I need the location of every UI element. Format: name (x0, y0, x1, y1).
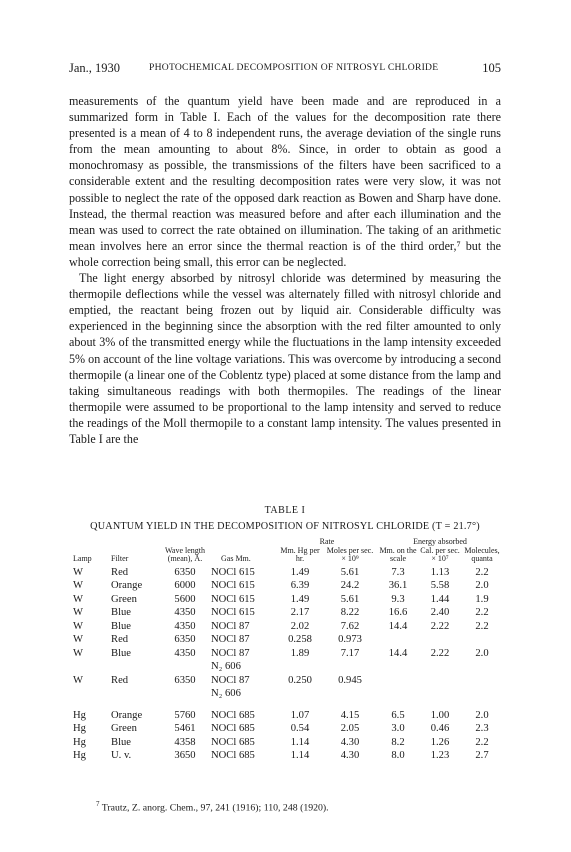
col-mm-scale: Mm. on the scale (379, 545, 417, 564)
gas-secondary-value: N₂ 606 (211, 688, 241, 700)
table-row (69, 579, 503, 593)
quantum-yield-table (69, 538, 503, 763)
moles-cell: 4.30 (340, 736, 360, 748)
mmhg-cell: 1.14 (290, 736, 310, 748)
lamp-cell: Hg (73, 750, 86, 762)
moles-cell: 0.973 (338, 634, 362, 646)
mmhg-cell: 0.54 (290, 723, 310, 735)
quanta-cell: 2.0 (475, 647, 489, 659)
table-row (69, 593, 503, 607)
energy-group-header: Energy absorbed (413, 537, 467, 546)
filter-cell: Green (111, 593, 137, 605)
cal-cell: 1.26 (430, 736, 450, 748)
gas-cell (207, 620, 277, 634)
table-row (69, 722, 503, 736)
gas-value: NOCl 615 (211, 580, 255, 592)
table-row (69, 633, 503, 647)
mmhg-cell: 1.49 (290, 566, 310, 578)
wavelength-cell: 6350 (174, 674, 196, 686)
cal-cell: 2.40 (430, 607, 450, 619)
wavelength-cell: 6000 (174, 580, 196, 592)
filter-cell: Blue (111, 620, 132, 632)
wavelength-cell: 5461 (174, 723, 196, 735)
table-row (69, 620, 503, 634)
lamp-cell: W (73, 620, 83, 632)
lamp-cell: Hg (73, 736, 86, 748)
cal-cell: 1.13 (430, 566, 450, 578)
scale-cell: 6.5 (391, 709, 405, 721)
quanta-cell (461, 633, 503, 647)
moles-cell: 8.22 (340, 607, 360, 619)
mmhg-cell: 0.258 (288, 634, 312, 646)
gas-cell (207, 606, 277, 620)
cal-cell: 1.00 (430, 709, 450, 721)
scale-cell: 8.2 (391, 736, 405, 748)
moles-cell: 2.05 (340, 723, 360, 735)
gas-cell (207, 674, 277, 701)
gas-cell (207, 579, 277, 593)
gas-value: NOCl 685 (211, 723, 255, 735)
running-title: PHOTOCHEMICAL DECOMPOSITION OF NITROSYL CHLORIDE (149, 62, 439, 73)
footnote (96, 800, 329, 813)
quanta-cell: 2.2 (475, 607, 489, 619)
wavelength-cell: 6350 (174, 634, 196, 646)
mmhg-cell: 6.39 (290, 580, 310, 592)
page-header (69, 61, 501, 79)
moles-cell: 7.17 (340, 647, 360, 659)
gas-value: NOCl 685 (211, 736, 255, 748)
col-mmhg: Mm. Hg per hr. (280, 545, 320, 564)
page-number: 105 (482, 61, 501, 75)
table-row (69, 606, 503, 620)
moles-cell: 5.61 (340, 566, 360, 578)
table-row (69, 674, 503, 701)
rate-group-header: Rate (319, 537, 335, 546)
paragraph-2: The light energy absorbed by nitrosyl chloride was determined by measuring the thermopile deflections while the vessel was alternately filled with nitrosyl chloride and emptied, the reactant being frozen out by liquid air. Considerable difficulty was experienced in the beginning since the absorption with the red filter amounted to only about 3% of the transmitted energy while the fluctuations in the lamp intensity exceeded 5% on account of the line voltage variations. This was overcome by introducing a second thermopile (a linear one of the Coblentz type) placed at some distance from the lamp and taking simultaneous readings with both thermopiles. The readings of the linear thermopile were assumed to be proportional to the lamp intensity and served to reduce the readings of the Moll thermopile to a constant lamp intensity. The values presented in Table I are the (69, 271, 502, 446)
wavelength-cell: 4358 (174, 736, 196, 748)
filter-cell: U. v. (111, 750, 132, 762)
wavelength-cell: 4350 (174, 607, 196, 619)
col-wavelength: Wave length (mean), Å. (164, 545, 205, 564)
col-moles: Moles per sec. × 10⁹ (326, 545, 374, 564)
filter-cell: Green (111, 723, 137, 735)
wavelength-cell: 5600 (174, 593, 196, 605)
filter-cell: Red (111, 566, 129, 578)
cal-cell (419, 633, 461, 647)
scale-cell (377, 633, 419, 647)
scale-cell: 36.1 (388, 580, 408, 592)
moles-cell: 4.30 (340, 750, 360, 762)
gas-value: NOCl 615 (211, 566, 255, 578)
body-text (69, 93, 501, 447)
wavelength-cell: 4350 (174, 647, 196, 659)
gas-value: NOCl 615 (211, 607, 255, 619)
quanta-cell: 2.2 (475, 620, 489, 632)
paragraph-1: measurements of the quantum yield have been made and are reproduced in a summarized form in Table I. Each of the values for the decomposition rate there presented is a mean of 4 to 8 independent runs, the average deviation of the single runs from the mean amounting to about 8%. Since, in order to obtain as good a monochromasy as possible, the transmissions of the filters have been sacrificed to a considerable extent and the resulting decomposition rates were very slow, it was not possible to neglect the rate of the opposed dark reaction as Bowen and Sharp have done. Instead, the thermal reaction was measured before and after each illumination and the mean was used to correct the rate obtained on illumination. The taking of an arithmetic mean involves here an error since the thermal reaction is of the third order,⁷ but the whole correction being small, this error can be neglected. (69, 94, 501, 269)
gas-value: NOCl 685 (211, 709, 255, 721)
lamp-cell: Hg (73, 709, 86, 721)
gas-cell (207, 566, 277, 580)
filter-cell: Orange (111, 580, 143, 592)
gas-secondary-value: N₂ 606 (211, 661, 241, 673)
lamp-cell: Hg (73, 723, 86, 735)
table-row (69, 736, 503, 750)
cal-cell: 5.58 (430, 580, 450, 592)
gas-cell (207, 633, 277, 647)
lamp-cell: W (73, 593, 83, 605)
table-row (69, 566, 503, 580)
wavelength-cell: 5760 (174, 709, 196, 721)
filter-cell: Blue (111, 736, 132, 748)
gas-cell (207, 593, 277, 607)
mmhg-cell: 0.250 (288, 674, 312, 686)
mmhg-cell: 1.07 (290, 709, 310, 721)
table-title: TABLE I (264, 505, 306, 516)
scale-cell: 14.4 (388, 620, 408, 632)
gas-cell (207, 701, 277, 723)
mmhg-cell: 2.02 (290, 620, 310, 632)
footnote-text: Trautz, Z. anorg. Chem., 97, 241 (1916); 110, 248 (1920). (101, 802, 329, 814)
scale-cell: 3.0 (391, 723, 405, 735)
quanta-cell: 2.3 (475, 723, 489, 735)
mmhg-cell: 1.49 (290, 593, 310, 605)
moles-cell: 0.945 (338, 674, 362, 686)
mmhg-cell: 2.17 (290, 607, 310, 619)
cal-cell: 1.44 (430, 593, 450, 605)
table-caption: QUANTUM YIELD IN THE DECOMPOSITION OF NITROSYL CHLORIDE (T = 21.7°) (90, 521, 480, 532)
footnote-marker: 7 (96, 800, 100, 808)
scale-cell (377, 674, 419, 701)
table-row (69, 749, 503, 763)
lamp-cell: W (73, 566, 83, 578)
quanta-cell: 2.7 (475, 750, 489, 762)
gas-value: NOCl 87 (211, 674, 250, 686)
col-lamp: Lamp (73, 554, 92, 564)
scale-cell: 9.3 (391, 593, 405, 605)
quanta-cell: 2.0 (475, 709, 489, 721)
lamp-cell: W (73, 580, 83, 592)
wavelength-cell: 3650 (174, 750, 196, 762)
lamp-cell: W (73, 634, 83, 646)
moles-cell: 5.61 (340, 593, 360, 605)
scale-cell: 7.3 (391, 566, 405, 578)
col-cal: Cal. per sec. × 10⁷ (420, 545, 460, 564)
lamp-cell: W (73, 647, 83, 659)
gas-value: NOCl 615 (211, 593, 255, 605)
cal-cell: 2.22 (430, 647, 450, 659)
mmhg-cell: 1.89 (290, 647, 310, 659)
lamp-cell: W (73, 674, 83, 686)
wavelength-cell: 4350 (174, 620, 196, 632)
gas-value: NOCl 685 (211, 750, 255, 762)
cal-cell: 1.23 (430, 750, 450, 762)
moles-cell: 4.15 (340, 709, 360, 721)
moles-cell: 7.62 (340, 620, 360, 632)
gas-cell (207, 647, 277, 674)
wavelength-cell: 6350 (174, 566, 196, 578)
quanta-cell: 2.2 (475, 566, 489, 578)
filter-cell: Blue (111, 607, 132, 619)
gas-value: NOCl 87 (211, 620, 250, 632)
quanta-cell: 2.2 (475, 736, 489, 748)
lamp-cell: W (73, 607, 83, 619)
scale-cell: 8.0 (391, 750, 405, 762)
cal-cell (419, 674, 461, 701)
col-gas: Gas Mm. (221, 554, 251, 564)
table-row (69, 701, 503, 723)
header-date: Jan., 1930 (69, 61, 121, 75)
scale-cell: 14.4 (388, 647, 408, 659)
col-quanta: Molecules, quanta (464, 545, 500, 564)
gas-value: NOCl 87 (211, 634, 250, 646)
filter-cell: Blue (111, 647, 132, 659)
cal-cell: 2.22 (430, 620, 450, 632)
quanta-cell (461, 674, 503, 701)
gas-cell (207, 722, 277, 736)
quanta-cell: 2.0 (475, 580, 489, 592)
filter-cell: Orange (111, 709, 143, 721)
cal-cell: 0.46 (430, 723, 450, 735)
scale-cell: 16.6 (388, 607, 408, 619)
quanta-cell: 1.9 (475, 593, 489, 605)
col-filter: Filter (111, 554, 129, 564)
filter-cell: Red (111, 634, 129, 646)
filter-cell: Red (111, 674, 129, 686)
table-row (69, 647, 503, 674)
mmhg-cell: 1.14 (290, 750, 310, 762)
moles-cell: 24.2 (340, 580, 360, 592)
gas-value: NOCl 87 (211, 647, 250, 659)
gas-cell (207, 736, 277, 750)
gas-cell (207, 749, 277, 763)
